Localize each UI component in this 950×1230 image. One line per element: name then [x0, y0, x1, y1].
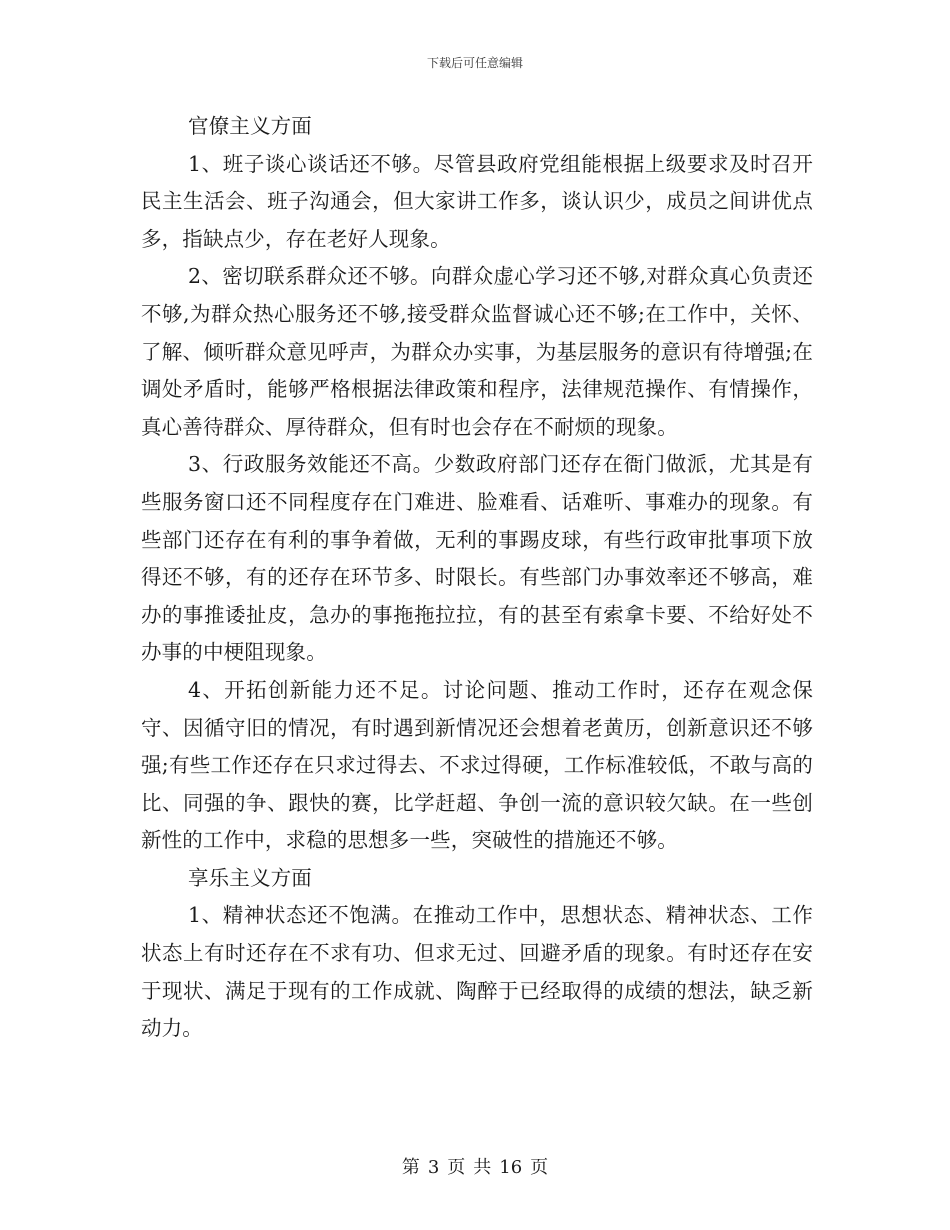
section-heading-bureaucratism: 官僚主义方面: [188, 114, 312, 138]
document-body: [141, 108, 813, 1048]
footer-page-label: 页: [447, 1157, 466, 1178]
footer-total-label: 共: [473, 1157, 492, 1178]
paragraph-hedonism-item-1: 1、精神状态还不饱满。在推动工作中，思想状态、精神状态、工作状态上有时还存在不求有功、但求无过、回避矛盾的现象。有时还存在安于现状、满足于现有的工作成就、陶醉于已经取得的成绩的想法，缺乏新动力。: [141, 903, 813, 1041]
footer-prefix: 第: [401, 1157, 420, 1178]
paragraph-item-2: 2、密切联系群众还不够。向群众虚心学习还不够,对群众真心负责还不够,为群众热心服务还不够,接受群众监督诚心还不够;在工作中，关怀、了解、倾听群众意见呼声，为群众办实事，为基层服务的意识有待增强;在调处矛盾时，能够严格根据法律政策和程序，法律规范操作、有情操作，真心善待群众、厚待群众，但有时也会存在不耐烦的现象。: [141, 264, 813, 439]
paragraph-item-3: 3、行政服务效能还不高。少数政府部门还存在衙门做派，尤其是有些服务窗口还不同程度存在门难进、脸难看、话难听、事难办的现象。有些部门还存在有利的事争着做，无利的事踢皮球，有些行政审批事项下放得还不够，有的还存在环节多、时限长。有些部门办事效率还不够高，难办的事推诿扯皮，急办的事拖拖拉拉，有的甚至有索拿卡要、不给好处不办事的中梗阻现象。: [141, 452, 813, 665]
paragraph-item-1: 1、班子谈心谈话还不够。尽管县政府党组能根据上级要求及时召开民主生活会、班子沟通会，但大家讲工作多，谈认识少，成员之间讲优点多，指缺点少，存在老好人现象。: [141, 151, 813, 251]
footer-current-page: 3: [427, 1157, 440, 1178]
section-heading-hedonism: 享乐主义方面: [188, 865, 312, 890]
header-note: 下载后可任意编辑: [426, 56, 523, 70]
page-number-footer: [0, 1153, 950, 1179]
paragraph-item-4: 4、开拓创新能力还不足。讨论问题、推动工作时，还存在观念保守、因循守旧的情况，有时遇到新情况还会想着老黄历，创新意识还不够强;有些工作还存在只求过得去、不求过得硬，工作标准较低，不敢与高的比、同强的争、跟快的赛，比学赶超、争创一流的意识较欠缺。在一些创新性的工作中，求稳的思想多一些，突破性的措施还不够。: [141, 677, 813, 853]
footer-total-pages: 16: [499, 1157, 523, 1178]
footer-suffix: 页: [530, 1157, 549, 1178]
